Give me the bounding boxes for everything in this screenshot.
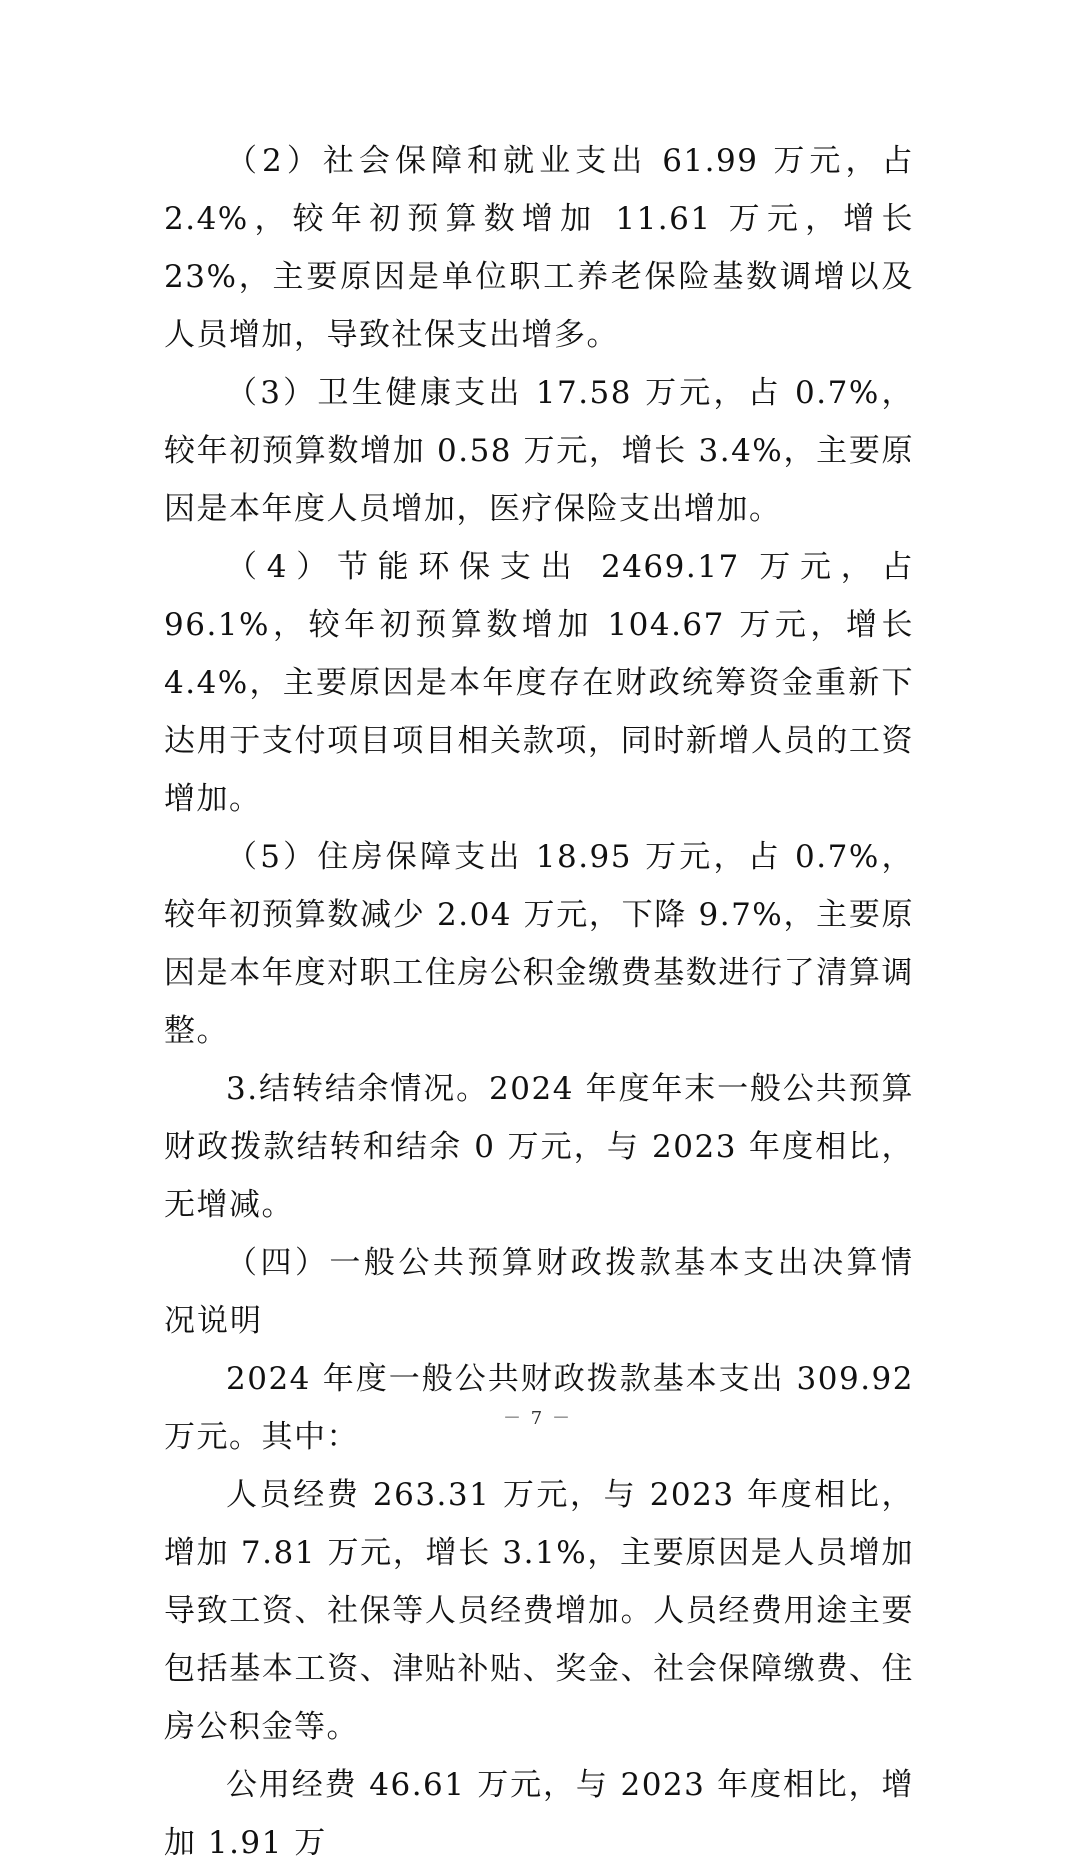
paragraph-basic-expenditure: 2024 年度一般公共财政拨款基本支出 309.92 万元。其中：: [164, 1361, 914, 1455]
page-number: － 7 －: [503, 1408, 572, 1429]
paragraph-public-expenses: 公用经费 46.61 万元，与 2023 年度相比，增加 1.91 万: [164, 1767, 914, 1861]
paragraph-environment: （4）节能环保支出 2469.17 万元，占 96.1%，较年初预算数增加 104.67 万元，增长 4.4%，主要原因是本年度存在财政统筹资金重新下达用于支付项目项目相关款项，同时新增人员的工资增加。: [164, 549, 914, 817]
paragraph-social-security: （2）社会保障和就业支出 61.99 万元，占 2.4%，较年初预算数增加 11.61 万元，增长 23%，主要原因是单位职工养老保险基数调增以及人员增加，导致社保支出增多。: [164, 143, 914, 353]
paragraph-health: （3）卫生健康支出 17.58 万元，占 0.7%，较年初预算数增加 0.58 万元，增长 3.4%，主要原因是本年度人员增加，医疗保险支出增加。: [164, 375, 914, 527]
paragraph-carryover: 3.结转结余情况。2024 年度年末一般公共预算财政拨款结转和结余 0 万元，与 2023 年度相比，无增减。: [164, 1071, 914, 1223]
paragraph-personnel-expenses: 人员经费 263.31 万元，与 2023 年度相比，增加 7.81 万元，增长 3.1%，主要原因是人员增加导致工资、社保等人员经费增加。人员经费用途主要包括基本工资、津贴补贴、奖金、社会保障缴费、住房公积金等。: [164, 1477, 914, 1745]
paragraph-housing: （5）住房保障支出 18.95 万元，占 0.7%，较年初预算数减少 2.04 万元，下降 9.7%，主要原因是本年度对职工住房公积金缴费基数进行了清算调整。: [164, 839, 914, 1049]
body-text: [164, 132, 914, 1872]
section-heading: （四）一般公共预算财政拨款基本支出决算情况说明: [164, 1245, 914, 1339]
